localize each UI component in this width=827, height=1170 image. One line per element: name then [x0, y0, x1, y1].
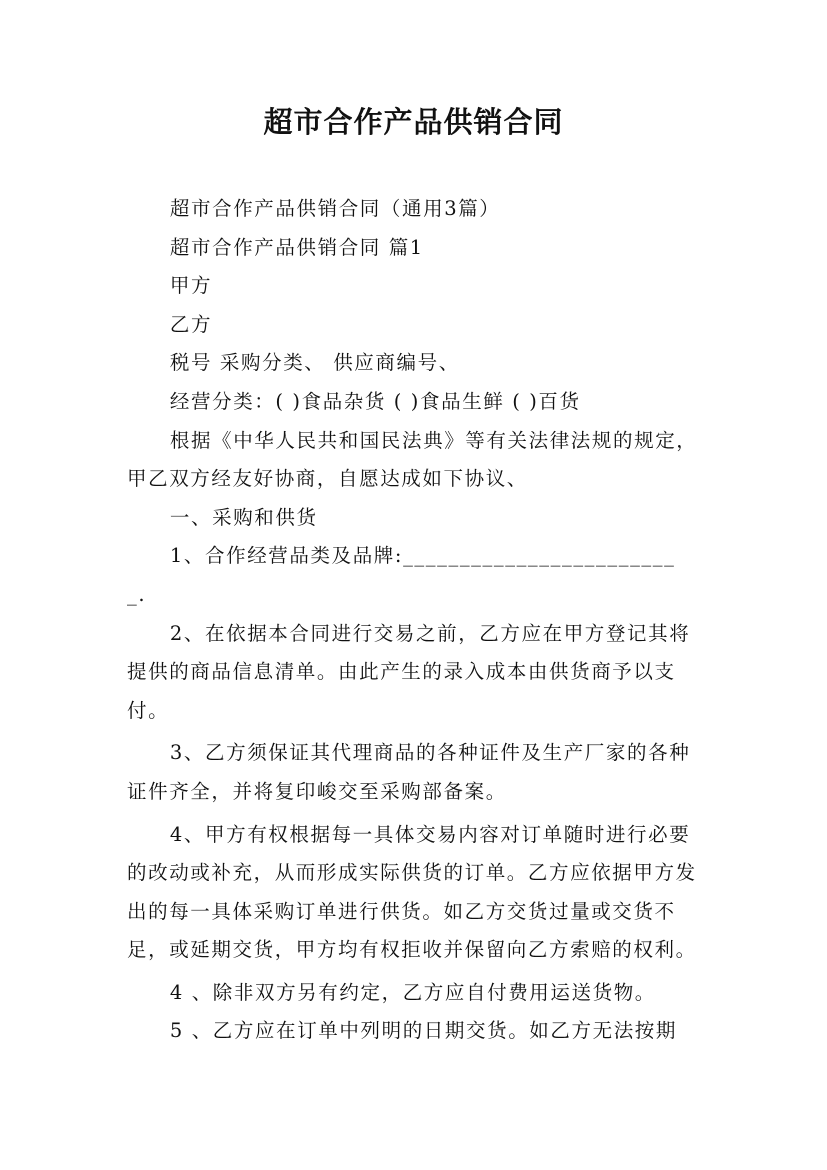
paragraph: 超市合作产品供销合同（通用3篇） — [169, 197, 501, 220]
paragraph: 根据《中华人民共和国民法典》等有关法律法规的规定，甲乙双方经友好协商，自愿达成如下协议、 — [127, 428, 698, 491]
paragraph: 甲方 — [169, 274, 213, 298]
paragraph: 一、采购和供货 — [169, 505, 318, 529]
paragraph: 4、甲方有权根据每一具体交易内容对订单随时进行必要的改动或补充，从而形成实际供货的订单。乙方应依据甲方发出的每一具体采购订单进行供货。如乙方交货过量或交货不足，或延期交货，甲方均有权拒收并保留向乙方索赔的权利。 — [127, 822, 697, 962]
paragraph: 经营分类：( )食品杂货 ( )食品生鲜 ( )百货 — [169, 389, 581, 413]
paragraph: 超市合作产品供销合同 篇1 — [169, 235, 424, 259]
paragraph: 4 、除非双方另有约定，乙方应自付费用运送货物。 — [169, 980, 656, 1004]
paragraph: 乙方 — [169, 312, 213, 336]
paragraph: 税号 采购分类、 供应商编号、 — [169, 351, 460, 375]
document-title: 超市合作产品供销合同 — [263, 105, 564, 139]
paragraph: 5 、乙方应在订单中列明的日期交货。如乙方无法按期 — [169, 1019, 677, 1043]
paragraph: 2、在依据本合同进行交易之前，乙方应在甲方登记其将提供的商品信息清单。由此产生的录入成本由供货商予以支付。 — [127, 621, 691, 722]
paragraph: 3、乙方须保证其代理商品的各种证件及生产厂家的各种证件齐全，并将复印峻交至采购部备案。 — [127, 741, 691, 803]
document-body — [127, 190, 702, 1051]
paragraph: 1、合作经营品类及品牌:________________________ _. — [127, 544, 676, 606]
